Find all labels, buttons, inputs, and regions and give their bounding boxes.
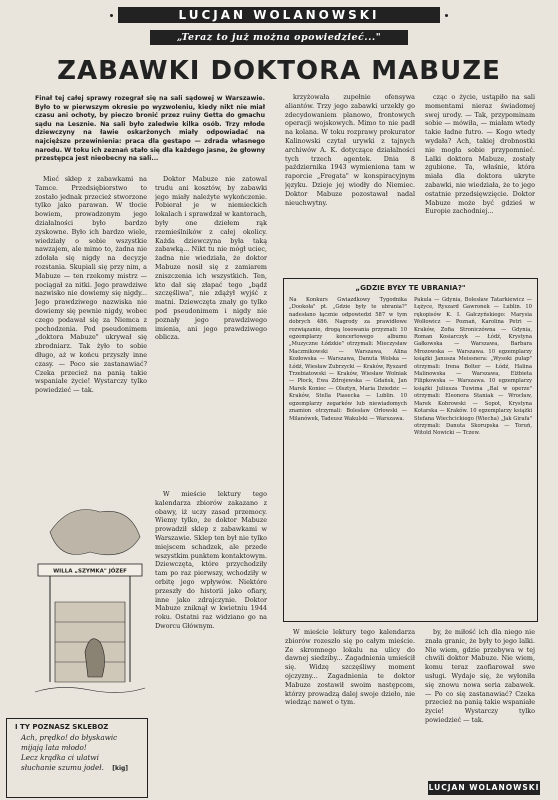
- column-6-text: W mieście lektury tego kalendarza zbiorów rozeszło się po całym mieście. Ze skromnego lokalu na ulicy do dawnej siedziby... Zagadnienia umieścił się. Widzę szczęśliwy moment ojczyzny... Zagadnienia te doktor Mabuze zostawił swoim następcom, którzy prowadzą dalej swoje dzieło, nie wiedząc nawet o tym.: [285, 628, 415, 707]
- article-column-2: [155, 175, 267, 487]
- article-column-4: [425, 93, 535, 277]
- column-1-text: Mieć skłep z zabawkami na Tamce. Przedsiębiorstwo to zostało jednak przecież stworzone tylko jako parawan. W tłocie bowiem, prowadzonym jego działalności było bardzo zyskowne. Było ich bardzo wiele, wiedziały o sobie wszystkie nawzajem, ale mimo to, żadna nie zdołała się nigdy na decyzje rozstania. Skupiali się przy nim, a Mabuze — ten rzekomy mistrz — pociągał za nitki. Jego prawdziwe nazwisko nie dowiemy się nigdy... Jego prawdziwego nazwiska nie dowiemy się pewnie nigdy, wobec czego podawał się za Niemca z pochodzenia. Pod pseudonimem „doktora Mabuze" ukrywał się zbrodniarz. Tak żyło to sobie długo, aż w końcu przyszły inne czasy. — Poco sie zastanawiać? Czeka przecież na panią takie wspaniałe życie! Wystarczy tylko powiedzieć — tak.: [35, 175, 147, 395]
- banner-bullet-right: [445, 14, 448, 17]
- villa-sign-text: WILLA „SZYMKA" JÓZEF: [53, 568, 127, 575]
- poem-box: [6, 718, 148, 798]
- column-4-text: cząc o życie, ustąpiło na sali momentami nieraz świadomej swej urody. — Tak, przypominam sobie — mówiła, — miałam wtedy takie ładne futro. — Kogo wtedy wydała? Ach, takiej drobnostki nie mogła sobie przypomnieć. Lalki doktora Mabuze, zostały zgubione. Ta, właśnie, która miała dla doktora ukryte zabawki, nie wiedziała, że to jego ostatnie przedsięwzięcie. Doktor Mabuze może być gdzieś w Europie zachodniej...: [425, 93, 535, 216]
- poem-line-4-text: słuchanie szumu jodeł.: [21, 763, 104, 772]
- contest-left-text: Na Konkurs Gwiazdkowy Tygodnika „Dookoła" pt. „Gdzie były te ubrania?" nadesłano łącznie odpowiedzi 587 w tym dobrych 486. Nagrody za prawidłowe rozwiązanie, drogą losowania przyznali: 10 egzemplarzy koncertowego albumu „Muzyczne Łódzkie" otrzymali: Mieczysław Maczmikowski — Warszawa, Alina Kozłowska — Warszawa, Danuta Wolska — Łódź, Wiesław Zubrzycki — Kraków, Ryszard Trzebiatowski — Kraków, Wiesław Wolniak — Płock, Ewa Zdrojewska — Gdańsk, Jan Marek Koniec — Olsztyn, Maria Dziedzic — Kraków, Stella Piasecka — Lublin. 10 egzemplarzy zegarków lub niewiadomych znamion otrzymali: Bolesław Orłowski — Milanówek, Tadeusz Wakulski — Warszawa.: [289, 297, 407, 422]
- contest-box-right-column: [414, 297, 532, 617]
- poem-signature: [kig]: [112, 765, 129, 772]
- article-column-3: [285, 93, 415, 277]
- article-column-1: [35, 175, 147, 487]
- headline: ZABAWKI DOKTORA MABUZE: [57, 56, 501, 86]
- banner-bullet-left: [110, 14, 113, 17]
- lead-paragraph: Finał tej całej sprawy rozegrał się na sali sądowej w Warszawie. Było to w pierwszym okresie po wyzwoleniu, kiedy nikt nie miał czasu ani ochoty, by pieczo bronić przez ruiny Getta do gmachu sądu na Lesznie. Na sali było zaledwie kilka osób. Trzy młode dziewczyny na ławie oskarżonych miały odpowiadać na najcięższe przewinienia: praca dla gestapo — zdrada własnego narodu. W toku ich zeznań stało się dla każdego jasne, że głowny przestępca jest nieobecny na sali...: [35, 95, 265, 163]
- column-5-text: W mieście lektury tego kalendarza zbiorów zakazano z obawy, iż uczy zasad przemocy. Wiemy tylko, że doktor Mabuze prowadził sklep z zabawkami w Warszawie. Sklep ten był nie tylko miejscem schadzek, ale przede wszystkim punktem kontaktowym. Dziewczęta, które przychodziły tam po raz pierwszy, wchodziły w orbitę jego wpływów. Niektóre przeszły do historii jako ofiary, inne jako zdrajczynie. Doktor Mabuze zniknął w kwietniu 1944 roku. Ostatni raz widziano go na Dworcu Głównym.: [155, 490, 267, 630]
- contest-right-text: Pakula — Gdynia, Bolesław Tatarkiewicz — Łężyce, Ryszard Gawronek — Lublin. 10 rękopisów K. I. Gałczyńskiego: Marysia Wolłowicz — Poznań, Karolina Petri — Kraków, Zofia Stroniczówna — Gdynia, Roman Kosiarczyk — Łódź, Krystyna Gałkowska — Warszawa, Barbara Mrozowska — Warszawa. 10 egzemplarzy książki Janusza Meissnera: „Wysoki pułap" otrzymali: Irena Bolter — Łódź, Halina Malinowska — Warszawa, Elżbieta Filipkowska — Warszawa. 10 egzemplarzy książki Juliusza Tuwima „Bal w operze" otrzymali: Eleonora Staniak — Wrocław, Marek Kobrowski — Sopot, Krystyna Kotarska — Kraków. 10 egzemplarzy książki Stefana Wiechcickiego (Wiecha) „Jak Girafa" otrzymali: Danuta Skorupska — Toruń, Witold Nowicki — Tczew.: [414, 297, 532, 437]
- article-column-5: [155, 490, 267, 795]
- contest-box-left-column: [289, 297, 407, 617]
- author-banner: LUCJAN WOLANOWSKI: [118, 7, 440, 23]
- column-3-text: krzyżowała zupełnie ofensywa aliantów. Trzy jego zabawki urzekły go zdecydowaniem planowo, frontowych operacji wojskowych. Mimo to nie padł na kolana. W toku rozprawy prokurator Kalinowski czytał urywki z tajnych archiwów A. K. dotyczące działalności tych trzech agentek. Dnia 8 października 1943 wymieniona tam w raporcie „Fregata" w konspiracyjnym języku. Dzieje jej wiodły do Niemiec. Doktor Mabuze pozostawał nadal nieuchwytny.: [285, 93, 415, 207]
- contest-box-title: „GDZIE BYŁY TE UBRANIA?": [355, 283, 466, 292]
- poem-line-4: [21, 763, 147, 774]
- poem-line-2: mijają lata młodo!: [21, 743, 87, 752]
- villa-illustration: [30, 492, 150, 714]
- poem-line-1: Ach, prędko! do błyskawic: [21, 733, 118, 742]
- article-column-7: [425, 628, 535, 768]
- contest-box: [283, 278, 538, 622]
- tree-shape: [50, 510, 140, 555]
- article-column-6: [285, 628, 415, 798]
- poem-line-3: Lecz krądka ci ulatwi: [21, 753, 99, 762]
- author-signature-banner: LUCJAN WOLANOWSKI: [428, 781, 540, 795]
- subtitle-banner: „Teraz to już można opowiedzieć...": [150, 30, 408, 45]
- column-7-text: by, że miłość ich dla niego nie znała granic, że były to jego lalki. Nie wiem, gdzie przebywa w tej chwili doktor Mabuze. Nie wiem, komu teraz zaofiarował swe usługi. Wydaje się, że wyłoniła się znowu nowa seria zabawek. — Po co się zastanawiać? Czeka przecież na panią takie wspaniałe życie! Wystarczy tylko powiedzieć — tak.: [425, 628, 535, 724]
- column-2-text: Doktor Mabuze nie zatowal trudu ani kosztów, by zabawki jego miały należyte wykończenie. Pobierał je w niemieckich lokalach i sprawdzał w kantorach, były one dziełem rąk rzemieślników z całej okolicy. Każda dziewczyna była taką zabawką... Nikt tu nie mógł uciec, żadna nie wiedziała, że doktor Mabuze nosił się z zamiarem zniszczenia ich wszystkich. Ten, kto dał się złapać tego „bądź szczęśliwa", nie zdążył wyjść z matni. Dziewczęta znały go tylko pod pseudonimem i nigdy nie poznały jego prawdziwego imienia, ani jego prawdziwego oblicza.: [155, 175, 267, 342]
- poem-title: I TY POZNASZ SKLEBOZ: [15, 723, 109, 731]
